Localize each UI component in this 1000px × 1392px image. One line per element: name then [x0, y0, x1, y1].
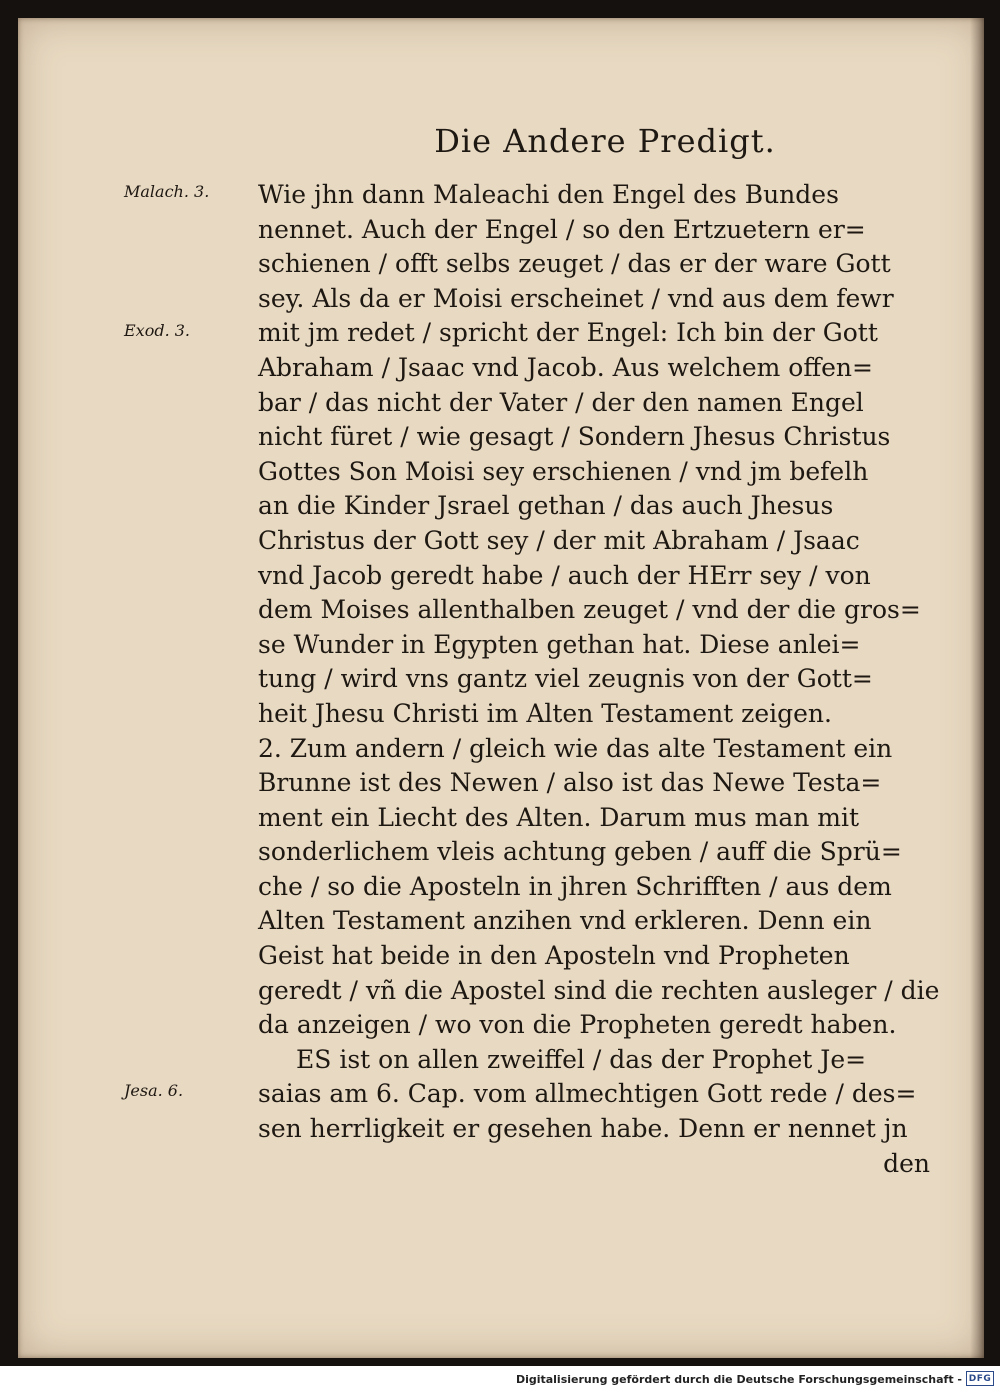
- text-line: 2. Zum andern / gleich wie das alte Testament ein: [258, 733, 893, 763]
- margin-note: Jesa. 6.: [124, 1081, 184, 1100]
- text-line: Wie jhn dann Maleachi den Engel des Bundes: [258, 180, 839, 209]
- text-line: an die Kinder Jsrael gethan / das auch Jhesus: [258, 491, 834, 521]
- text-line: Christus der Gott sey / der mit Abraham / Jsaac: [258, 525, 860, 555]
- text-line: heit Jhesu Christi im Alten Testament zeigen.: [258, 698, 832, 728]
- text-line: dem Moises allenthalben zeuget / vnd der die gros=: [258, 595, 921, 625]
- text-line: sey. Als da er Moisi erscheinet / vnd aus dem fewr: [258, 283, 894, 313]
- text-line: saias am 6. Cap. vom allmechtigen Gott rede / des=: [258, 1079, 917, 1109]
- text-line: geredt / vñ die Apostel sind die rechten ausleger / die: [258, 975, 940, 1005]
- text-line: ES ist on allen zweiffel / das der Prophet Je=: [296, 1044, 867, 1074]
- page-edge-shadow: [970, 18, 984, 1358]
- margin-note: Malach. 3.: [124, 182, 210, 201]
- footer-credit: Digitalisierung gefördert durch die Deutsche Forschungsgemeinschaft -: [515, 1373, 962, 1386]
- text-line: sen herrligkeit er gesehen habe. Denn er nennet jn: [258, 1114, 908, 1144]
- text-line: Brunne ist des Newen / also ist das Newe Testa=: [258, 768, 882, 798]
- text-line: mit jm redet / spricht der Engel: Ich bin der Gott: [258, 318, 878, 348]
- text-line: bar / das nicht der Vater / der den namen Engel: [258, 387, 864, 417]
- text-line: nicht füret / wie gesagt / Sondern Jhesus Christus: [258, 422, 891, 452]
- text-line: Abraham / Jsaac vnd Jacob. Aus welchem offen=: [258, 352, 873, 382]
- text-line: Alten Testament anzihen vnd erkleren. Denn ein: [258, 906, 872, 936]
- text-line: se Wunder in Egypten gethan hat. Diese anlei=: [258, 629, 861, 659]
- dfg-logo: DFG: [966, 1371, 994, 1386]
- text-line: schienen / offt selbs zeuget / das er der ware Gott: [258, 249, 891, 279]
- text-line: vnd Jacob geredt habe / auch der HErr sey / von: [258, 560, 871, 590]
- text-line: Gottes Son Moisi sey erschienen / vnd jm befelh: [258, 456, 869, 486]
- text-line: Geist hat beide in den Aposteln vnd Propheten: [258, 941, 850, 971]
- running-head: Die Andere Predigt.: [434, 122, 776, 160]
- text-line: nennet. Auch der Engel / so den Ertzuetern er=: [258, 214, 866, 244]
- margin-note: Exod. 3.: [124, 321, 191, 340]
- text-line: che / so die Aposteln in jhren Schrifften / aus dem: [258, 871, 892, 901]
- text-line: da anzeigen / wo von die Propheten geredt haben.: [258, 1010, 897, 1040]
- footer-bar: [0, 1366, 1000, 1392]
- text-line: sonderlichem vleis achtung geben / auff die Sprü=: [258, 837, 902, 867]
- body-text: [258, 178, 940, 1181]
- text-line: ment ein Liecht des Alten. Darum mus man mit: [258, 802, 860, 832]
- catchword: den: [883, 1148, 930, 1178]
- text-line: tung / wird vns gantz viel zeugnis von der Gott=: [258, 664, 873, 694]
